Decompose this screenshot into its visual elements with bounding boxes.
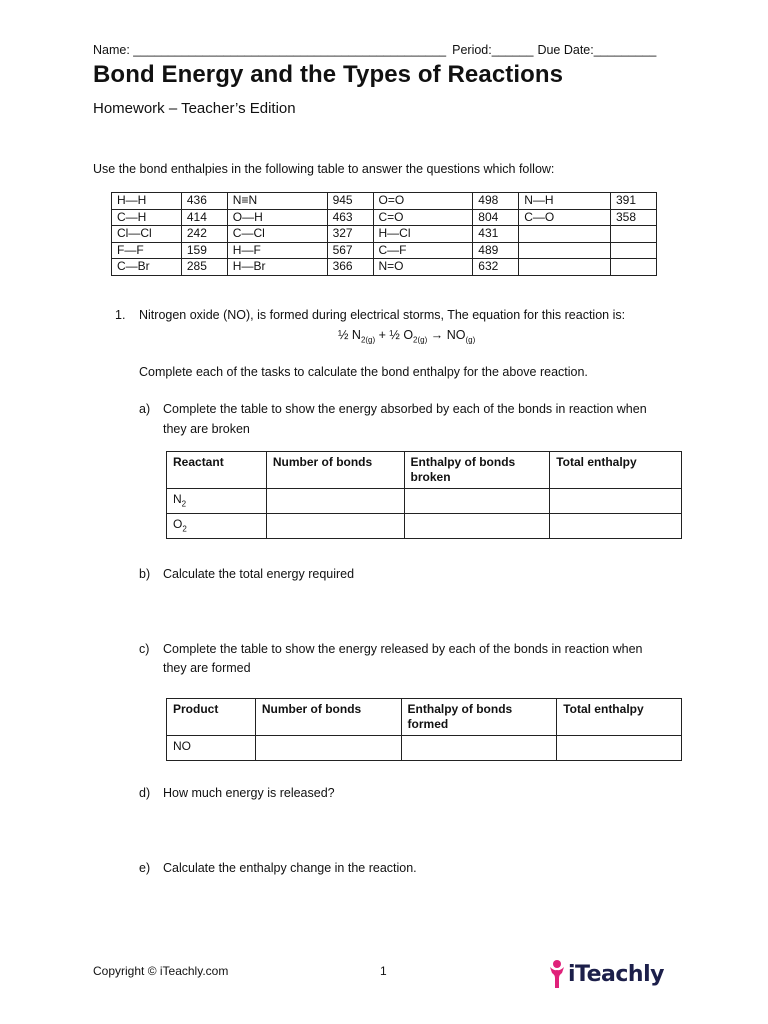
question-text: Nitrogen oxide (NO), is formed during electrical storms, The equation for this reaction is:: [139, 308, 626, 322]
reactant-o2: $O_2$: [167, 514, 267, 539]
iteachly-logo: [546, 958, 664, 990]
bond-name-cell: [519, 259, 611, 276]
page-subtitle: Homework – Teacher’s Edition: [93, 100, 296, 117]
bond-name-cell: F—F: [112, 242, 182, 259]
bond-name-cell: C—F: [373, 242, 473, 259]
bond-table-row: [112, 259, 657, 276]
logo-text: iTeachly: [568, 961, 664, 987]
bond-enthalpy-cell: 285: [181, 259, 227, 276]
product-no: NO: [167, 736, 256, 761]
bond-name-cell: N=O: [373, 259, 473, 276]
part-e-letter: e): [139, 861, 151, 875]
answer-cell[interactable]: [404, 489, 550, 514]
total-enthalpy-header: Total enthalpy: [550, 452, 682, 489]
answer-cell[interactable]: [266, 489, 404, 514]
bond-name-cell: O=O: [373, 193, 473, 210]
bond-enthalpy-cell: 632: [473, 259, 519, 276]
part-b-letter: b): [139, 567, 151, 581]
instruction-text: Complete each of the tasks to calculate the bond enthalpy for the above reaction.: [139, 365, 588, 379]
due-date-label: Due Date:_________: [537, 43, 657, 57]
intro-text: Use the bond enthalpies in the following table to answer the questions which follow:: [93, 162, 555, 176]
bond-enthalpy-cell: [610, 226, 656, 243]
bonds-count-header: Number of bonds: [266, 452, 404, 489]
bond-name-cell: C=O: [373, 209, 473, 226]
bond-name-cell: C—Cl: [227, 226, 327, 243]
bond-enthalpy-cell: 159: [181, 242, 227, 259]
part-c-text-line1: Complete the table to show the energy released by each of the bonds in reaction when: [163, 642, 643, 656]
reactant-header: Reactant: [167, 452, 267, 489]
reaction-equation: ½ $N_{2(g)}$ + ½ $O_{2(g)} \to NO_{(g)}$: [338, 328, 476, 345]
reactant-table: [166, 451, 682, 539]
answer-cell[interactable]: [404, 514, 550, 539]
product-table: [166, 698, 682, 761]
answer-cell[interactable]: [401, 736, 557, 761]
bond-enthalpy-header: Enthalpy of bonds formed: [401, 699, 557, 736]
bond-enthalpy-cell: 567: [327, 242, 373, 259]
part-a-text-line1: Complete the table to show the energy absorbed by each of the bonds in reaction when: [163, 402, 647, 416]
page-number: 1: [380, 964, 387, 978]
answer-cell[interactable]: [550, 489, 682, 514]
bond-enthalpy-cell: 945: [327, 193, 373, 210]
reactant-n2: $N_2$: [167, 489, 267, 514]
logo-figure-icon: [546, 958, 568, 990]
bond-table-row: [112, 209, 657, 226]
period-label: Period:______: [452, 43, 534, 57]
part-d-text: How much energy is released?: [163, 786, 335, 800]
bond-name-cell: N≡N: [227, 193, 327, 210]
bond-name-cell: C—O: [519, 209, 611, 226]
bond-enthalpy-table: [111, 192, 657, 276]
part-c-text-line2: they are formed: [163, 661, 251, 675]
answer-cell[interactable]: [255, 736, 401, 761]
bond-name-cell: [519, 226, 611, 243]
bond-table-row: [112, 193, 657, 210]
bond-enthalpy-cell: 391: [610, 193, 656, 210]
bond-enthalpy-cell: 436: [181, 193, 227, 210]
bond-enthalpy-cell: 242: [181, 226, 227, 243]
bond-enthalpy-cell: 358: [610, 209, 656, 226]
bond-name-cell: O—H: [227, 209, 327, 226]
bond-table-row: [112, 226, 657, 243]
bond-enthalpy-cell: [610, 242, 656, 259]
page-title: Bond Energy and the Types of Reactions: [93, 61, 564, 88]
answer-cell[interactable]: [557, 736, 682, 761]
bond-enthalpy-cell: 489: [473, 242, 519, 259]
copyright-text: Copyright © iTeachly.com: [93, 964, 229, 978]
question-number: 1.: [115, 308, 126, 322]
answer-cell[interactable]: [550, 514, 682, 539]
bond-name-cell: H—Cl: [373, 226, 473, 243]
part-d-letter: d): [139, 786, 151, 800]
bond-name-cell: C—Br: [112, 259, 182, 276]
header-line: [93, 43, 673, 57]
part-e-text: Calculate the enthalpy change in the reaction.: [163, 861, 417, 875]
bond-name-cell: C—H: [112, 209, 182, 226]
bond-enthalpy-cell: 463: [327, 209, 373, 226]
part-a-letter: a): [139, 402, 151, 416]
bond-enthalpy-header: Enthalpy of bonds broken: [404, 452, 550, 489]
bond-enthalpy-cell: 414: [181, 209, 227, 226]
part-c-letter: c): [139, 642, 150, 656]
bonds-count-header: Number of bonds: [255, 699, 401, 736]
part-a-text-line2: they are broken: [163, 422, 250, 436]
bond-name-cell: H—H: [112, 193, 182, 210]
product-header: Product: [167, 699, 256, 736]
bond-name-cell: H—Br: [227, 259, 327, 276]
bond-name-cell: [519, 242, 611, 259]
part-b-text: Calculate the total energy required: [163, 567, 355, 581]
bond-enthalpy-cell: [610, 259, 656, 276]
name-label: Name: _____________________________________________: [93, 43, 447, 57]
answer-cell[interactable]: [266, 514, 404, 539]
bond-enthalpy-cell: 366: [327, 259, 373, 276]
bond-name-cell: H—F: [227, 242, 327, 259]
bond-enthalpy-cell: 327: [327, 226, 373, 243]
bond-enthalpy-cell: 431: [473, 226, 519, 243]
bond-name-cell: N—H: [519, 193, 611, 210]
bond-table-row: [112, 242, 657, 259]
bond-enthalpy-cell: 804: [473, 209, 519, 226]
bond-enthalpy-cell: 498: [473, 193, 519, 210]
bond-name-cell: Cl—Cl: [112, 226, 182, 243]
total-enthalpy-header: Total enthalpy: [557, 699, 682, 736]
